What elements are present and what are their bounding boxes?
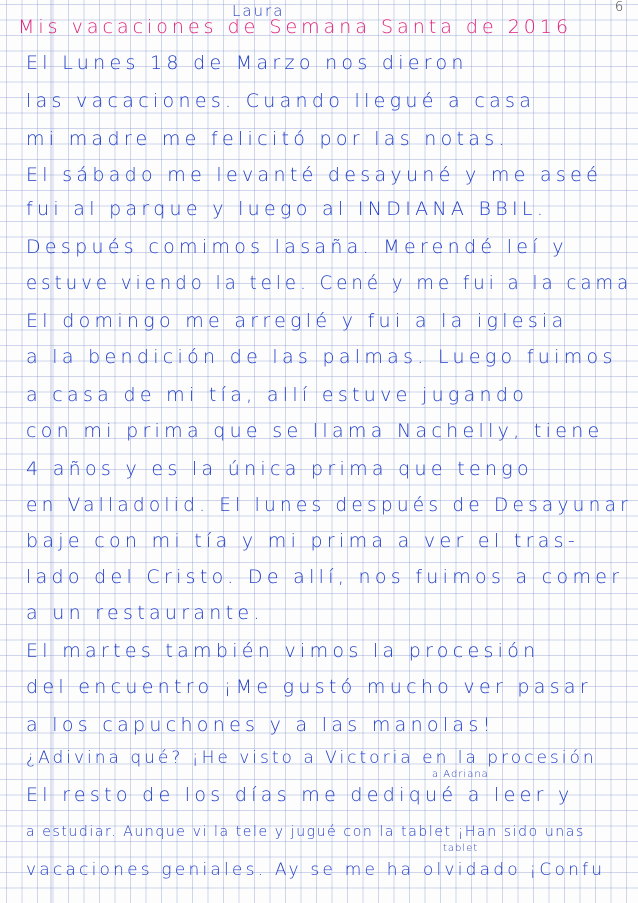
text-line: estuve viendo la tele. Cené y me fui a la cama bbox=[26, 272, 633, 294]
text-line: lado del Cristo. De allí, nos fuimos a comer bbox=[26, 566, 624, 588]
text-line: ¿Adivina qué? ¡He visto a Victoria en la procesión bbox=[26, 748, 597, 768]
text-line: a los capuchones y a las manolas! bbox=[26, 714, 495, 736]
author-name: Laura bbox=[232, 2, 285, 20]
text-line: a la bendición de las palmas. Luego fuimos bbox=[26, 346, 617, 368]
text-line: a casa de mi tía, allí estuve jugando bbox=[26, 384, 529, 406]
text-line: a estudiar. Aunque vi la tele y jugué con la tablet ¡Han sido unas bbox=[26, 824, 585, 840]
text-line: vacaciones geniales. Ay se me ha olvidado ¡Confu bbox=[26, 860, 606, 880]
document-title: Mis vacaciones de Semana Santa de 2016 bbox=[18, 16, 573, 38]
inline-note: a Adriana bbox=[432, 769, 489, 780]
text-line: en Valladolid. El lunes después de Desayunar bbox=[26, 494, 632, 516]
text-line: 4 años y es la única prima que tengo bbox=[26, 458, 533, 480]
text-line: del encuentro ¡Me gustó mucho ver pasar bbox=[26, 676, 592, 698]
text-line: El martes también vimos la procesión bbox=[26, 640, 540, 662]
text-line: El Lunes 18 de Marzo nos dieron bbox=[26, 52, 468, 74]
text-line: El resto de los días me dediqué a leer y bbox=[26, 784, 574, 806]
text-line: a un restaurante. bbox=[26, 602, 264, 624]
text-line: fui al parque y luego al INDIANA BBIL. bbox=[26, 198, 548, 220]
text-line: con mi prima que se llama Nachelly, tiene bbox=[26, 420, 604, 442]
inline-note: tablet bbox=[443, 843, 479, 854]
text-line: las vacaciones. Cuando llegué a casa bbox=[26, 90, 536, 112]
text-line: El sábado me levanté desayuné y me aseé bbox=[26, 164, 603, 186]
text-line: mi madre me felicitó por las notas. bbox=[26, 128, 509, 150]
text-line: El domingo me arreglé y fui a la iglesia bbox=[26, 310, 568, 332]
page-number: 6 bbox=[615, 0, 624, 15]
text-line: Después comimos lasaña. Merendé leí y bbox=[26, 236, 568, 258]
text-line: baje con mi tía y mi prima a ver el tras- bbox=[26, 530, 579, 552]
